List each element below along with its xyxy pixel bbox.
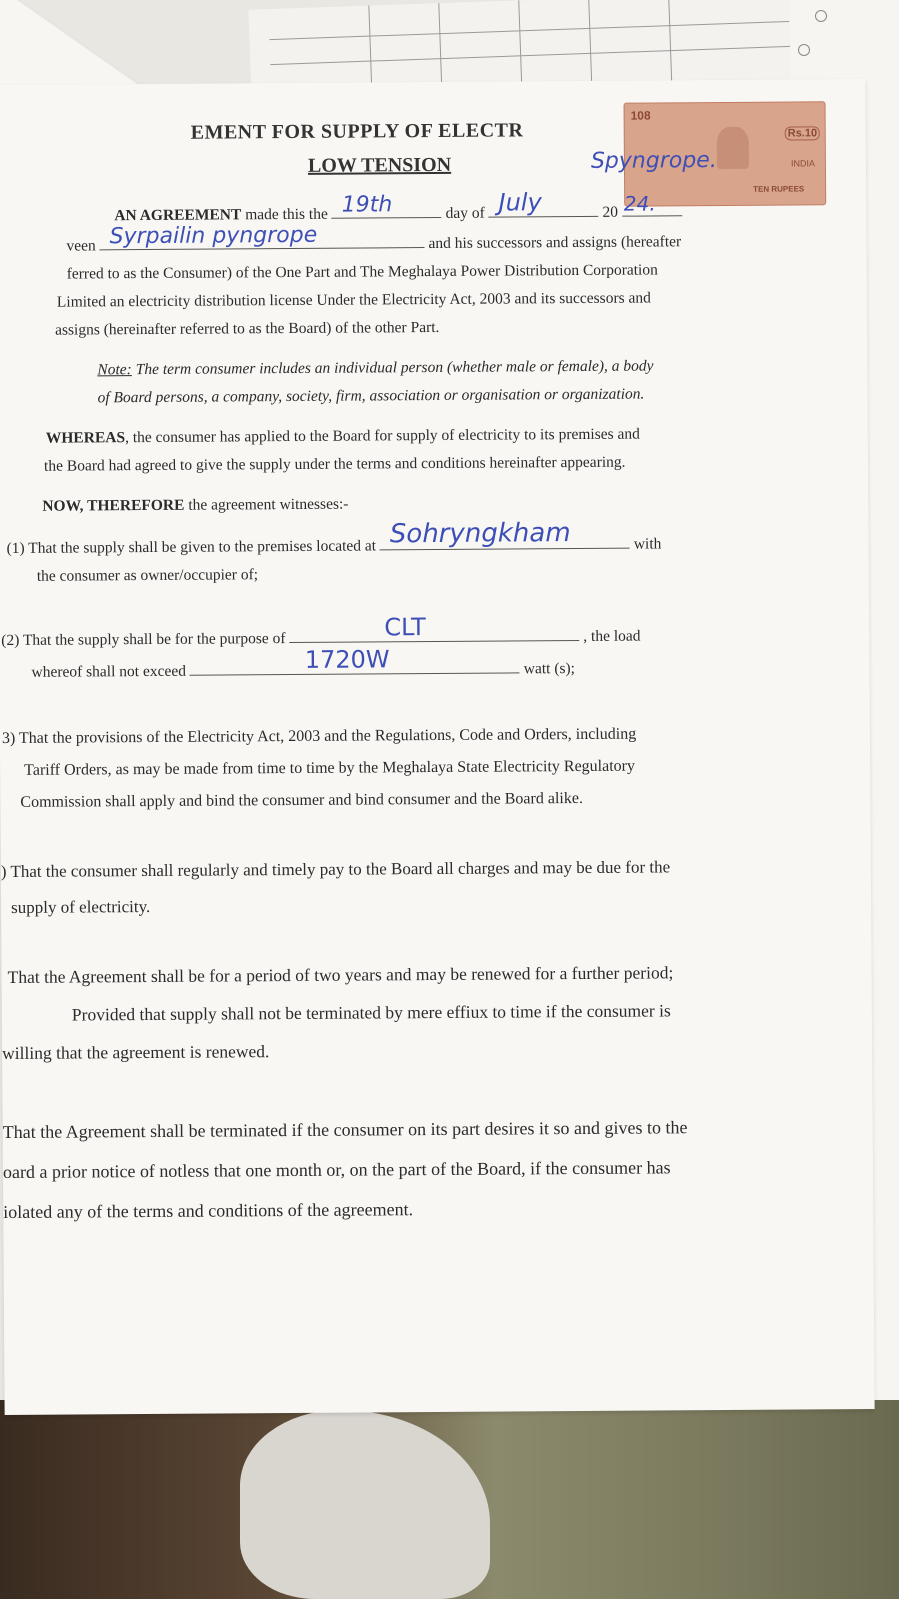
intro-line-3: ferred to as the Consumer) of the One Part and The Meghalaya Power Distribution Corporation — [66, 261, 658, 283]
consumer-name-field — [100, 222, 425, 250]
clause-5-line-1: That the Agreement shall be for a period of two years and may be renewed for a further period; — [7, 962, 674, 987]
checkbox-mark-icon — [815, 10, 827, 22]
whereas-line-1 — [46, 425, 640, 449]
intro-day-of: day of — [445, 204, 485, 222]
clause-5-line-3: willing that the agreement is renewed. — [2, 1041, 270, 1064]
now-therefore-lead: NOW, THEREFORE — [42, 496, 185, 515]
clause-3-line-1: 3) That the provisions of the Electricity Act, 2003 and the Regulations, Code and Orders, including — [1, 725, 637, 748]
whereas-line-2: the Board had agreed to give the supply under the terms and conditions hereinafter appearing. — [43, 453, 626, 475]
intro-line-2 — [66, 222, 682, 256]
clause-1-prefix: (1) That the supply shall be given to the premises located at — [6, 537, 377, 557]
stamp-number: 108 — [630, 108, 651, 123]
emblem-icon — [717, 127, 749, 169]
purpose-value: CLT — [384, 613, 426, 642]
stamp-denomination: Rs.10 — [785, 126, 820, 140]
purpose-field — [289, 613, 579, 643]
year-value: 24. — [623, 191, 656, 216]
clause-6-line-1: That the Agreement shall be terminated if the consumer on its part desires it so and gives to the — [2, 1117, 688, 1143]
document-subtitle: LOW TENSION — [307, 153, 452, 177]
clause-6-line-3: iolated any of the terms and conditions of the agreement. — [3, 1199, 414, 1223]
location-field — [380, 517, 630, 551]
intro-line-4: Limited an electricity distribution license Under the Electricity Act, 2003 and its successors and — [56, 289, 651, 311]
year-prefix: 20 — [602, 203, 619, 221]
consumer-name: Syrpailin pyngrope — [109, 222, 318, 249]
note-text-1: The term consumer includes an individual person (whether male or female), a body — [135, 357, 654, 379]
whereas-lead: WHEREAS — [45, 429, 126, 447]
whereas-text-1: , the consumer has applied to the Board for supply of electricity to its premises and — [125, 425, 640, 447]
clause-3-line-2: Tariff Orders, as may be made from time to time by the Meghalaya State Electricity Regulatory — [24, 757, 636, 779]
table-rule — [438, 3, 442, 93]
note-line-2: of Board persons, a company, society, firm, association or organisation or organization. — [97, 385, 645, 407]
clause-5-line-2: Provided that supply shall not be terminated by mere effiux to time if the consumer is — [71, 1000, 671, 1025]
clause-3-line-3: Commission shall apply and bind the consumer and bind consumer and the Board alike. — [20, 789, 583, 811]
intro-lead: AN AGREEMENT — [114, 206, 242, 225]
clause-2-load-prefix: whereof shall not exceed — [31, 662, 187, 681]
note-label: Note: — [97, 361, 132, 379]
checkbox-mark-icon — [798, 44, 810, 56]
day-field — [332, 191, 442, 219]
clause-4-line-1: ) That the consumer shall regularly and timely pay to the Board all charges and may be due for the — [0, 857, 671, 882]
clause-1-suffix: with — [633, 535, 662, 553]
day-value: 19th — [341, 191, 393, 218]
year-field — [622, 191, 682, 216]
stamp-value: TEN RUPEES — [753, 184, 805, 194]
successors-text: and his successors and assigns (hereafter — [428, 233, 682, 253]
clause-2-prefix: (2) That the supply shall be for the purpose of — [1, 630, 286, 650]
now-therefore-line — [42, 495, 348, 517]
agreement-page — [0, 79, 875, 1415]
clause-2-line-2 — [31, 645, 576, 682]
between-text: veen — [66, 237, 96, 255]
load-field — [190, 645, 520, 675]
clause-6-line-2: oard a prior notice of notless that one month or, on the part of the Board, if the consumer has — [2, 1157, 671, 1183]
clause-4-line-2: supply of electricity. — [11, 896, 151, 917]
month-value: July — [498, 188, 542, 217]
location-value: Sohryngkham — [389, 517, 571, 549]
clause-2-load-suffix: watt (s); — [523, 660, 576, 678]
clause-2-suffix: , the load — [583, 627, 641, 645]
document-title: EMENT FOR SUPPLY OF ELECTR — [190, 119, 524, 144]
table-rule — [518, 0, 522, 90]
clause-1-line-1 — [6, 517, 662, 558]
table-rule — [588, 0, 592, 88]
intro-line-5: assigns (hereinafter referred to as the Board) of the other Part. — [55, 318, 440, 339]
now-therefore-text: the agreement witnesses:- — [188, 495, 349, 514]
load-value: 1720W — [304, 645, 390, 674]
clause-1-line-2: the consumer as owner/occupier of; — [36, 566, 259, 585]
stamp-country: INDIA — [790, 158, 815, 169]
table-rule — [270, 46, 790, 65]
table-rule — [668, 0, 672, 85]
intro-made-this: made this the — [245, 205, 328, 224]
stamp-signature: Spyngrope. — [590, 148, 717, 174]
month-field — [489, 188, 599, 218]
note-line-1 — [97, 356, 653, 379]
table-rule — [269, 21, 789, 40]
